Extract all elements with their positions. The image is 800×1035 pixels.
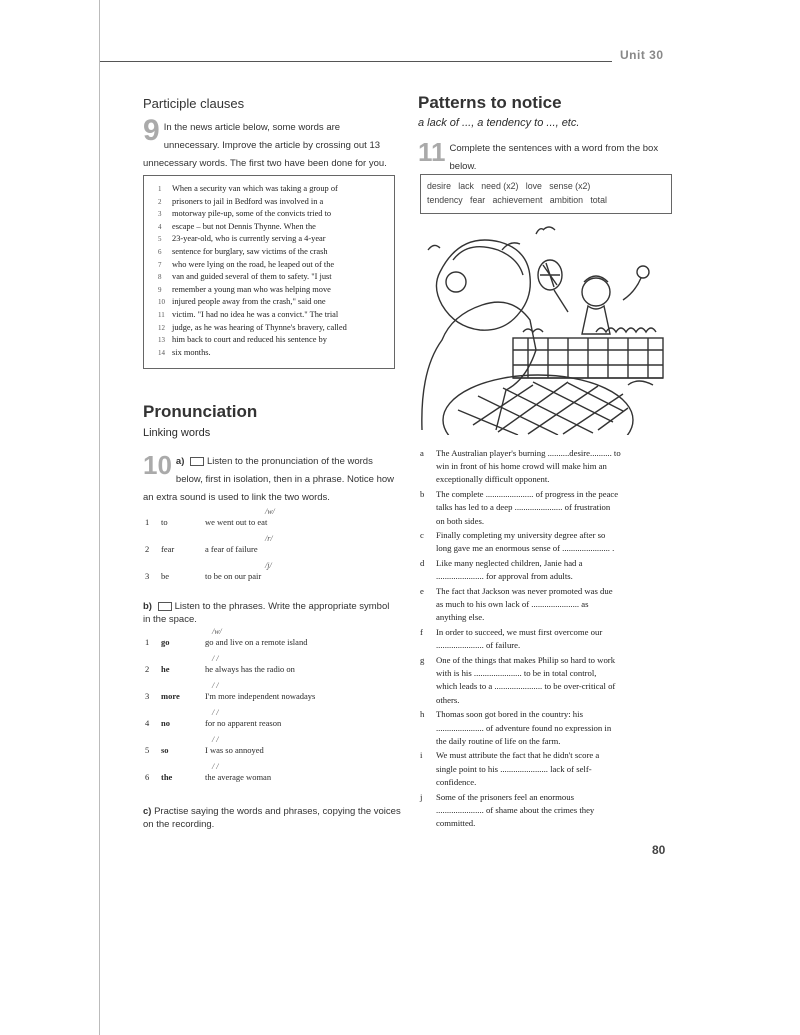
- line-number: 10: [158, 298, 165, 307]
- article-text: 23-year-old, who is currently serving a 4-year: [172, 234, 326, 244]
- item-word: be: [161, 571, 170, 581]
- item-phrase: a fear of failure: [205, 544, 258, 554]
- article-line: [158, 222, 316, 231]
- sentence-item: [420, 654, 680, 707]
- article-line: [158, 310, 338, 319]
- article-line: [158, 260, 334, 269]
- sentence-line: as much to his own lack of ...................... as: [436, 599, 589, 610]
- sentence-line: We must attribute the fact that he didn't score a: [436, 750, 600, 761]
- sentence-line: long gave me an enormous sense of ...................... .: [436, 543, 615, 554]
- line-number: 5: [158, 235, 162, 244]
- sentence-line: The Australian player's burning ..........desire.......... to: [436, 448, 621, 458]
- phonetic-symbol: /j/: [265, 561, 272, 570]
- sentence-line: ...................... of failure.: [436, 640, 521, 651]
- line-number: 12: [158, 323, 165, 332]
- item-phrase: the average woman: [205, 772, 272, 782]
- article-text: six months.: [172, 347, 211, 357]
- line-number: 7: [158, 260, 162, 269]
- sentence-line: committed.: [436, 817, 476, 828]
- sentence-line: anything else.: [436, 612, 485, 623]
- item-word: he: [161, 664, 170, 674]
- item-word: fear: [161, 544, 175, 554]
- sentence-line: which leads to a ...................... to be over-critical of: [436, 681, 616, 692]
- article-text: escape – but not Dennis Thynne. When the: [172, 221, 316, 231]
- sentence-item: [420, 488, 680, 528]
- article-line: [158, 247, 328, 256]
- sentence-item: [420, 557, 680, 583]
- sentence-letter: b: [420, 489, 425, 500]
- line-number: 4: [158, 222, 162, 231]
- item-phrase: for no apparent reason: [205, 718, 282, 728]
- binding-margin-line: [99, 0, 100, 1035]
- phonetic-symbol: / /: [212, 654, 219, 663]
- news-article-box: [143, 175, 395, 369]
- sentence-line: with is his ...................... to be in total control,: [436, 668, 597, 679]
- line-number: 11: [158, 311, 165, 319]
- exercise-11-instruction: 11 Complete the sentences with a word from the box below.: [418, 137, 659, 172]
- sentence-item: [420, 529, 680, 555]
- article-line: [158, 297, 326, 306]
- sentence-line: exceptionally difficult opponent.: [436, 474, 550, 485]
- sentence-line: One of the things that makes Philip so hard to work: [436, 655, 616, 665]
- article-line: [158, 323, 347, 332]
- exercise-number: 9: [143, 114, 160, 147]
- sentence-line: ...................... of adventure found no expression in: [436, 722, 612, 733]
- line-number: 13: [158, 336, 165, 345]
- item-word: go: [161, 637, 170, 647]
- item-word: to: [161, 517, 168, 527]
- line-number: 9: [158, 285, 162, 294]
- sentence-line: The complete ...................... of progress in the peace: [436, 489, 619, 500]
- sentence-line: ...................... of shame about the crimes they: [436, 804, 595, 815]
- article-text: When a security van which was taking a group of: [172, 184, 338, 193]
- tennis-cartoon-illustration: [418, 220, 670, 435]
- section-title-participle: Participle clauses: [143, 96, 245, 111]
- sentence-text: [436, 585, 676, 625]
- sentence-letter: j: [420, 791, 423, 802]
- sentence-item: [420, 791, 680, 831]
- item-phrase: go and live on a remote island: [205, 637, 308, 647]
- item-number: 1: [145, 637, 150, 647]
- word-box: [420, 174, 672, 214]
- sentence-letter: d: [420, 558, 425, 569]
- sentence-text: [436, 654, 676, 707]
- patterns-title: Patterns to notice: [418, 93, 562, 112]
- phonetic-symbol: / /: [212, 708, 219, 717]
- unit-label: Unit 30: [620, 48, 664, 62]
- page-number: 80: [652, 843, 666, 857]
- article-line: [158, 184, 338, 193]
- item-word: no: [161, 718, 170, 728]
- audio-icon: [190, 457, 204, 466]
- sentence-line: Finally completing my university degree after so: [436, 530, 606, 541]
- header-rule: [100, 61, 612, 62]
- article-line: [158, 209, 331, 218]
- article-line: [158, 234, 326, 243]
- linking-words-subtitle: Linking words: [143, 427, 211, 439]
- article-text: who were lying on the road, he leaped out of the: [172, 259, 335, 269]
- pronunciation-title: Pronunciation: [143, 402, 258, 421]
- line-number: 8: [158, 273, 162, 282]
- sentence-text: [436, 791, 676, 831]
- sentence-line: Thomas soon got bored in the country: his: [436, 709, 583, 720]
- line-number: 6: [158, 248, 162, 256]
- line-number: 1: [158, 185, 162, 193]
- article-text: judge, as he was hearing of Thynne's bravery, called: [172, 322, 347, 332]
- item-word: the: [161, 772, 173, 782]
- sentence-line: In order to succeed, we must first overcome our: [436, 627, 603, 638]
- sentence-text: [436, 749, 676, 789]
- item-phrase: we went out to eat: [205, 517, 268, 527]
- exercise-10b-instruction: b) Listen to the phrases. Write the appropriate symbol in the space.: [143, 601, 390, 625]
- sentence-item: [420, 708, 680, 748]
- sentence-text: [436, 488, 676, 528]
- item-number: 2: [145, 544, 150, 554]
- sentence-text: [436, 447, 676, 487]
- item-number: 5: [145, 745, 150, 755]
- item-word: so: [161, 745, 169, 755]
- item-number: 6: [145, 772, 150, 782]
- article-line: [158, 197, 323, 206]
- item-phrase: I was so annoyed: [205, 745, 264, 755]
- sentence-text: [436, 626, 676, 652]
- phonetic-symbol: / /: [212, 681, 219, 690]
- item-number: 3: [145, 571, 150, 581]
- sentence-line: confidence.: [436, 776, 477, 787]
- article-line: [158, 272, 332, 281]
- article-line: [158, 348, 211, 357]
- line-number: 2: [158, 197, 162, 206]
- article-text: prisoners to jail in Bedford was involved in a: [172, 196, 324, 206]
- article-text: victim. "I had no idea he was a convict." The trial: [172, 310, 339, 319]
- phonetic-symbol: /w/: [212, 627, 222, 636]
- sentence-line: The fact that Jackson was never promoted was due: [436, 586, 613, 596]
- phonetic-symbol: / /: [212, 735, 219, 744]
- sentence-text: [436, 557, 676, 583]
- sentence-line: Some of the prisoners feel an enormous: [436, 791, 574, 802]
- phonetic-symbol: /w/: [265, 507, 275, 516]
- word-box-line-2: tendency fear achievement ambition total: [427, 195, 607, 205]
- sentence-item: [420, 447, 680, 487]
- article-text: sentence for burglary, saw victims of the crash: [172, 247, 328, 256]
- sentence-letter: h: [420, 709, 425, 720]
- article-text: remember a young man who was helping move: [172, 284, 331, 294]
- sentence-letter: i: [420, 750, 423, 761]
- sentence-line: win in front of his home crowd will make him an: [436, 461, 607, 472]
- sentence-line: Like many neglected children, Janie had a: [436, 558, 583, 569]
- sentence-line: single point to his ...................... lack of self-: [436, 763, 592, 774]
- item-phrase: to be on our pair: [205, 571, 262, 581]
- phonetic-symbol: / /: [212, 762, 219, 771]
- item-number: 4: [145, 718, 150, 728]
- item-number: 3: [145, 691, 150, 701]
- item-number: 1: [145, 517, 150, 527]
- sentence-letter: e: [420, 586, 424, 596]
- exercise-number: 11: [418, 137, 446, 167]
- article-line: [158, 285, 331, 294]
- sentence-line: talks has led to a deep ...................... of frustration: [436, 502, 611, 513]
- sentence-text: [436, 529, 676, 555]
- sentence-letter: f: [420, 627, 423, 638]
- article-text: him back to court and reduced his sentence by: [172, 335, 327, 345]
- item-phrase: he always has the radio on: [205, 664, 295, 674]
- sentence-line: on both sides.: [436, 515, 485, 526]
- exercise-9-instruction: 9 In the news article below, some words are unnecessary. Improve the article by crossing out 13 unnecessary words. The first two have been done for you.: [143, 114, 387, 169]
- line-number: 3: [158, 210, 162, 219]
- audio-icon: [158, 602, 172, 611]
- article-line: [158, 335, 327, 344]
- sentence-text: [436, 708, 676, 748]
- article-text: injured people away from the crash," said one: [172, 297, 326, 307]
- exercise-10a-instruction: 10 a) Listen to the pronunciation of the words below, first in isolation, then in a phrase. Notice how an extra sound is used to link the two words.: [143, 450, 395, 503]
- word-box-line-1: desire lack need (x2) love sense (x2): [427, 181, 591, 191]
- sentence-letter: a: [420, 448, 424, 458]
- sentence-line: ...................... for approval from adults.: [436, 571, 573, 582]
- phonetic-symbol: /r/: [265, 534, 273, 543]
- exercise-number: 10: [143, 450, 172, 480]
- article-text: van and guided several of them to safety. "I just: [172, 272, 332, 282]
- sentence-item: [420, 749, 680, 789]
- line-number: 14: [158, 348, 165, 357]
- sentence-item: [420, 585, 680, 625]
- sentence-letter: g: [420, 655, 425, 665]
- patterns-subtitle: a lack of ..., a tendency to ..., etc.: [418, 117, 580, 129]
- article-text: motorway pile-up, some of the convicts tried to: [172, 209, 332, 219]
- sentence-item: [420, 626, 680, 652]
- exercise-10c-instruction: c) Practise saying the words and phrases, copying the voices on the recording.: [143, 806, 401, 830]
- item-number: 2: [145, 664, 150, 674]
- item-word: more: [161, 691, 180, 701]
- sentence-letter: c: [420, 530, 424, 541]
- sentence-line: the daily routine of life on the farm.: [436, 735, 561, 746]
- sentence-line: others.: [436, 694, 460, 705]
- item-phrase: I'm more independent nowadays: [205, 691, 316, 701]
